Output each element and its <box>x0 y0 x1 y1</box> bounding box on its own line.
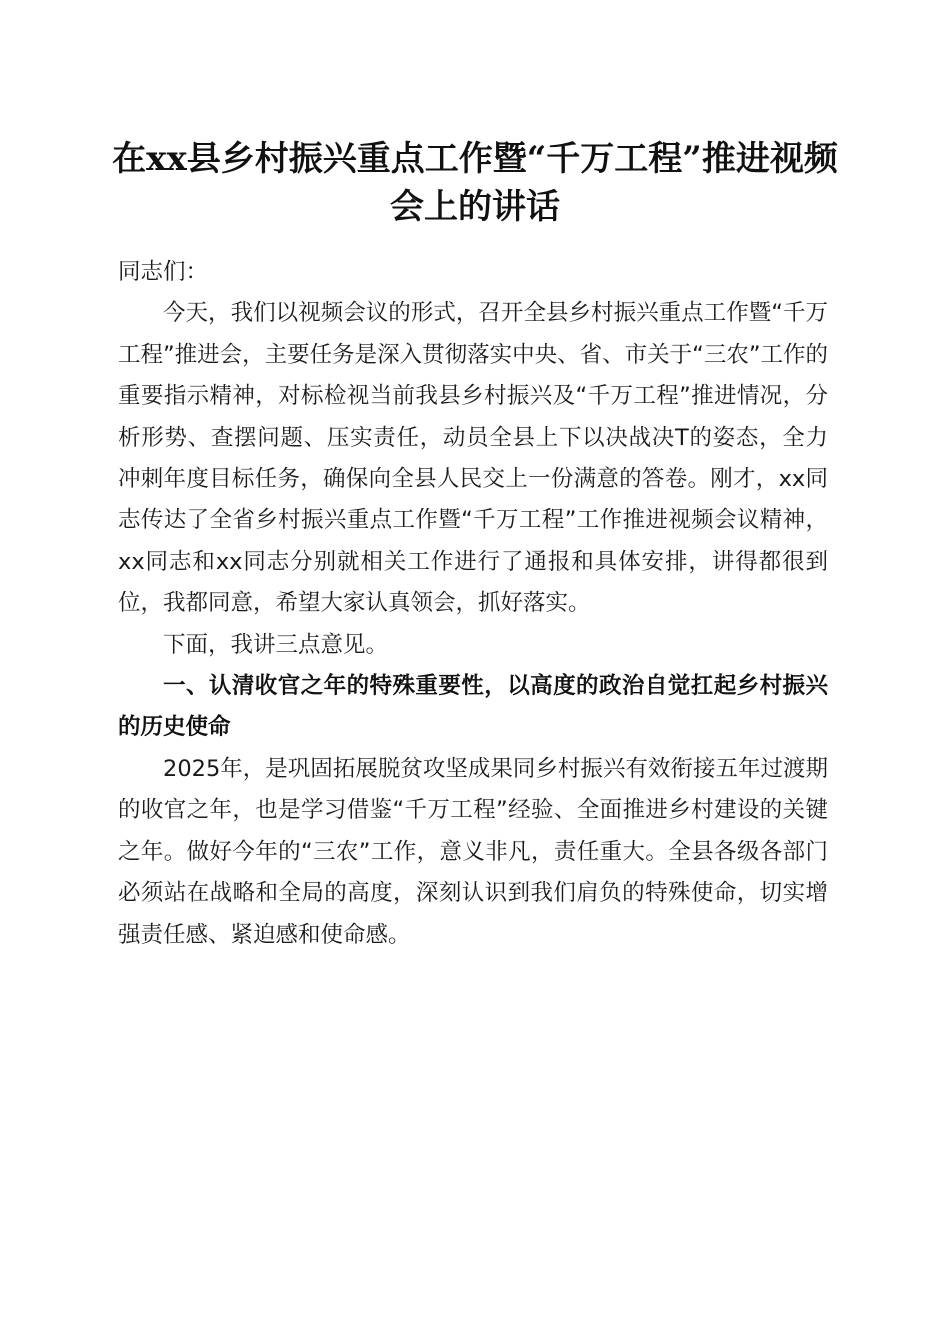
section-heading: 一、认清收官之年的特殊重要性，以高度的政治自觉扛起乡村振兴的历史使命 <box>118 673 828 741</box>
document-body <box>118 252 828 956</box>
document-title: 在xx县乡村振兴重点工作暨“千万工程”推进视频会上的讲话 <box>112 139 838 227</box>
paragraph-transition: 下面，我讲三点意见。 <box>163 631 389 658</box>
paragraph-intro: 今天，我们以视频会议的形式，召开全县乡村振兴重点工作暨“千万工程”推进会，主要任务是深入贯彻落实中央、省、市关于“三农”工作的重要指示精神，对标检视当前我县乡村振兴及“千万工程”推进情况，分析形势、查摆问题、压实责任，动员全县上下以决战决T的姿态，全力冲刺年度目标任务，确保向全县人民交上一份满意的答卷。刚才，xx同志传达了全省乡村振兴重点工作暨“千万工程”工作推进视频会议精神，xx同志和xx同志分别就相关工作进行了通报和具体安排，讲得都很到位，我都同意，希望大家认真领会，抓好落实。 <box>118 300 828 617</box>
salutation: 同志们： <box>118 259 209 285</box>
section-paragraph: 2025年，是巩固拓展脱贫攻坚成果同乡村振兴有效衔接五年过渡期的收官之年，也是学习借鉴“千万工程”经验、全面推进乡村建设的关键之年。做好今年的“三农”工作，意义非凡，责任重大。全县各级各部门必须站在战略和全局的高度，深刻认识到我们肩负的特殊使命，切实增强责任感、紧迫感和使命感。 <box>118 755 828 948</box>
